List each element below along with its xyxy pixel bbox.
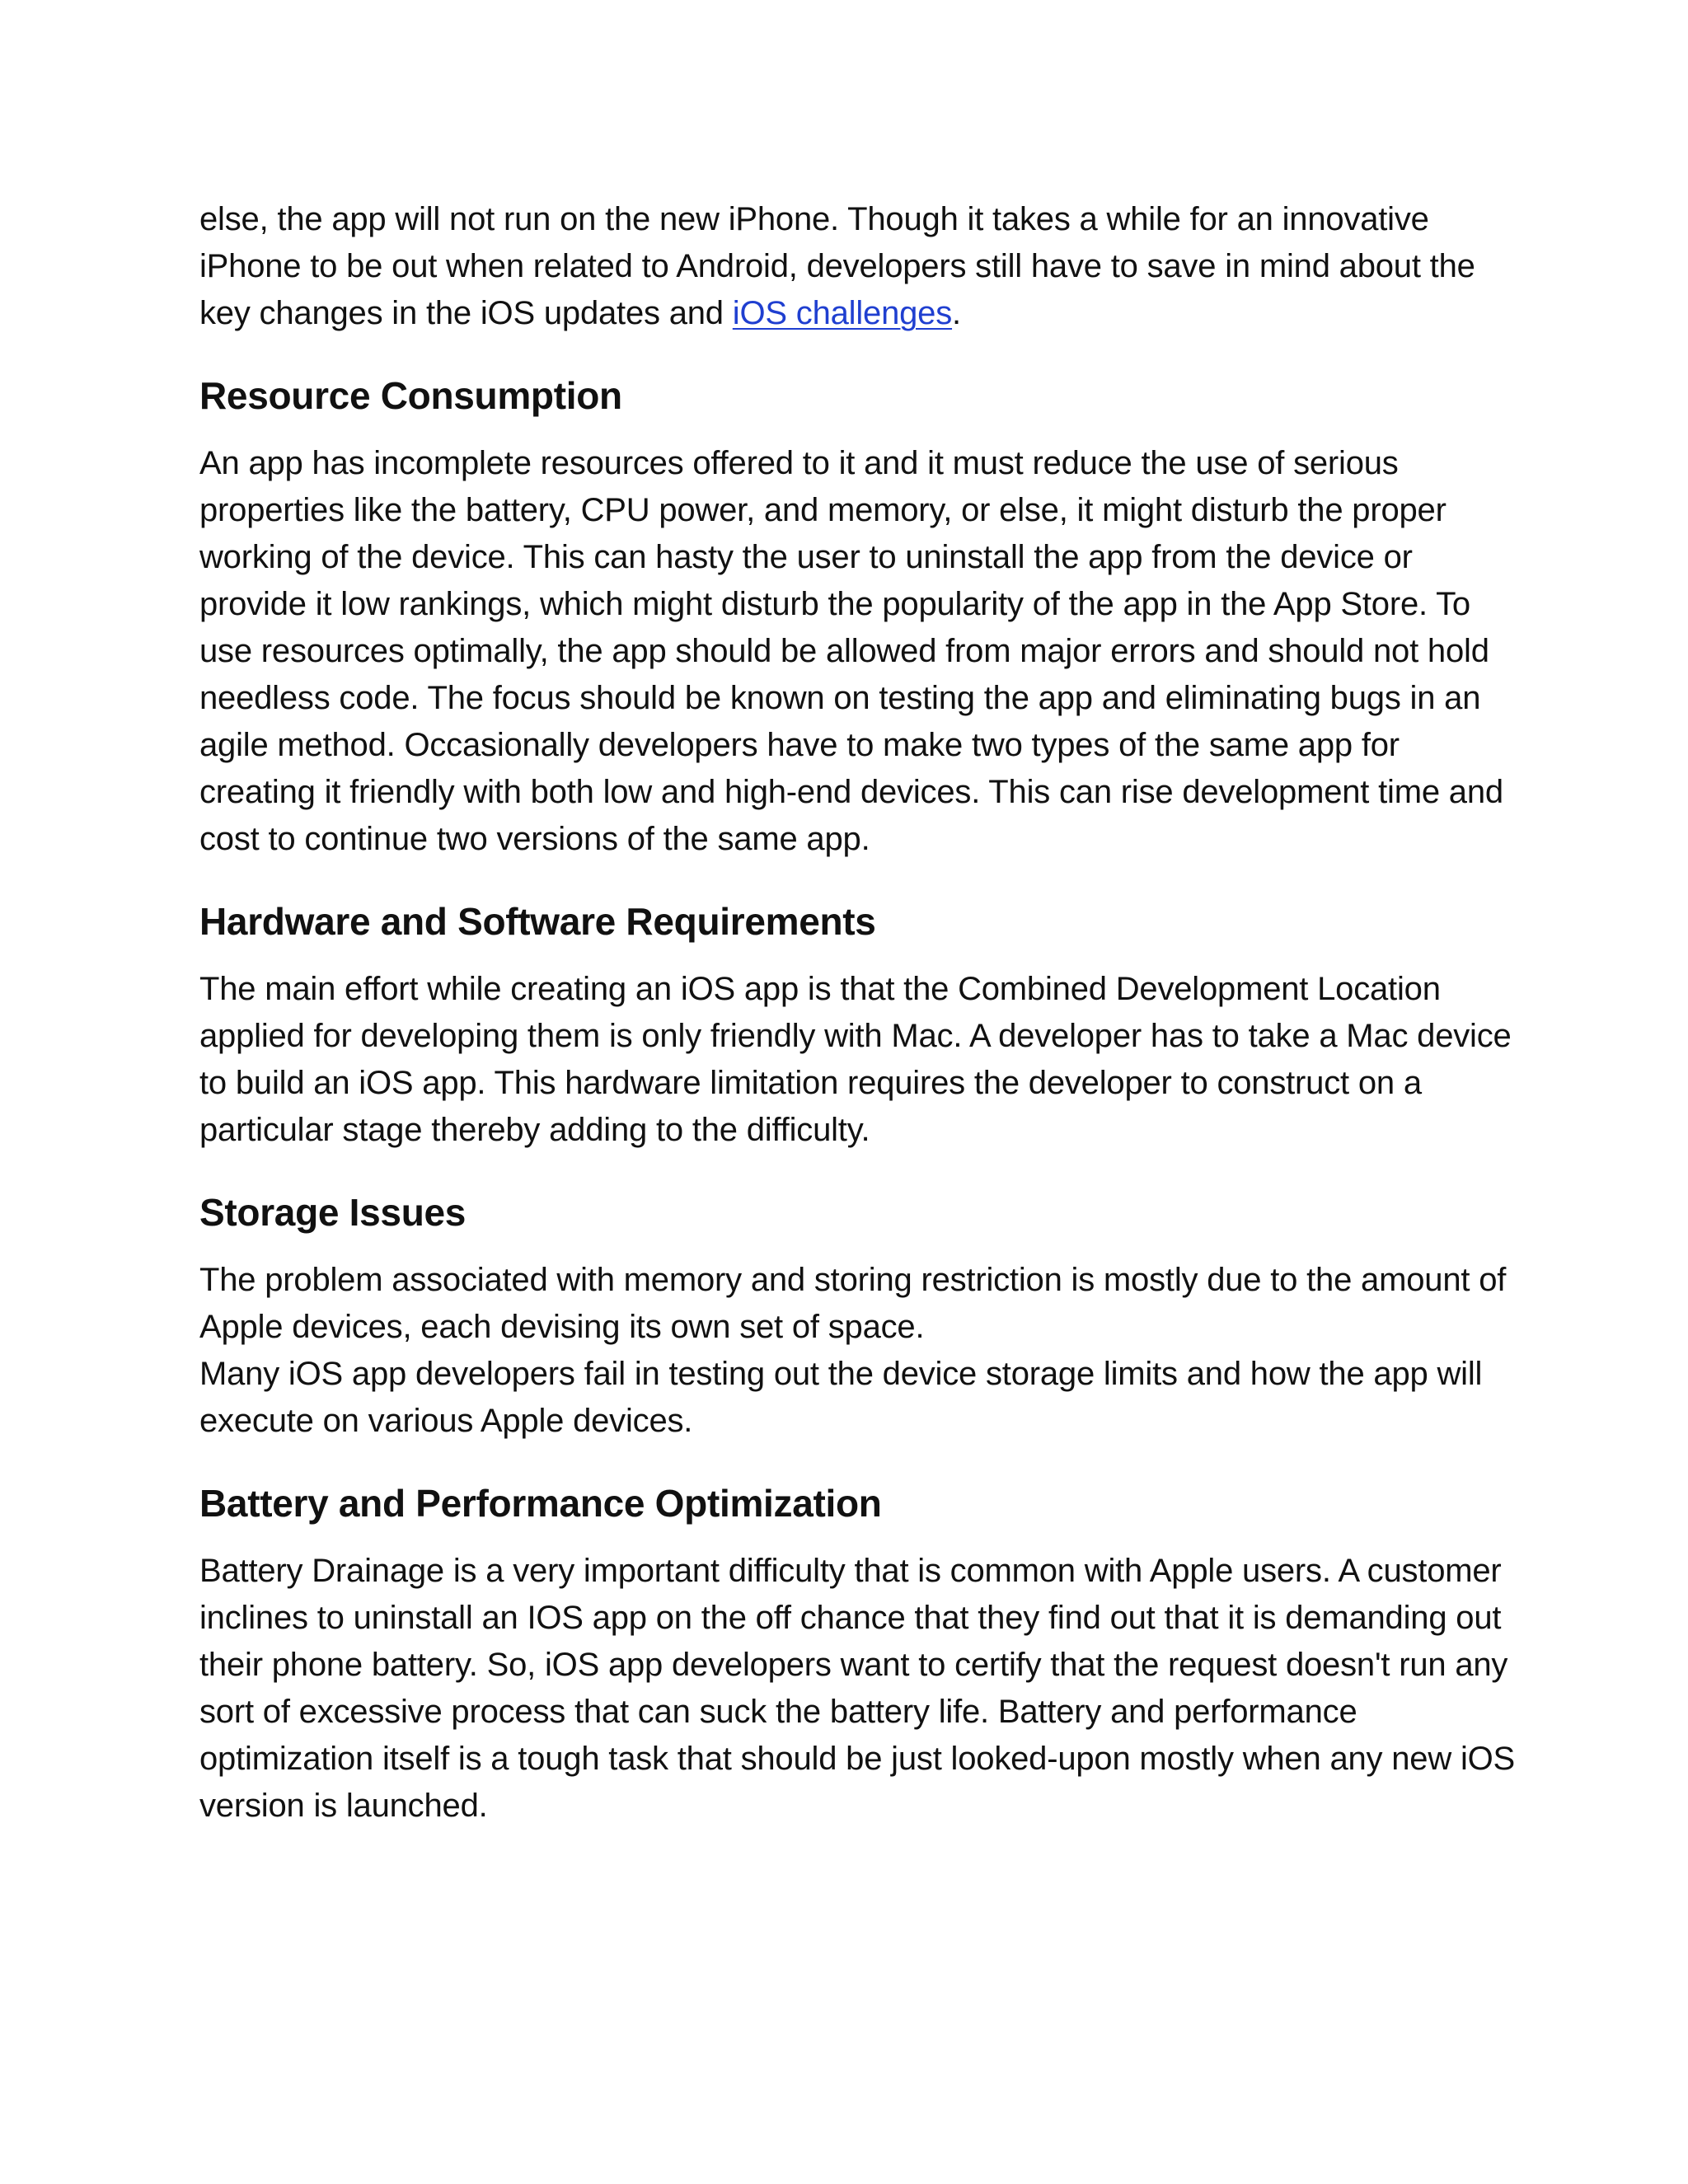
- battery-performance-paragraph: Battery Drainage is a very important difficulty that is common with Apple users. A customer inclines to uninstall an IOS app on the off chance that they find out that it is demanding out their phone battery. So, iOS app developers want to certify that the request doesn't run any sort of excessive process that can suck the battery life. Battery and performance optimization itself is a tough task that should be just looked-upon mostly when any new iOS version is launched.: [199, 1553, 1516, 1824]
- storage-issues-paragraph-1: The problem associated with memory and storing restriction is mostly due to the amount of Apple devices, each devising its own set of space.: [199, 1262, 1507, 1345]
- resource-consumption-paragraph: An app has incomplete resources offered to it and it must reduce the use of serious properties like the battery, CPU power, and memory, or else, it might disturb the proper working of the device. This can hasty the user to uninstall the app from the device or provide it low rankings, which might disturb the popularity of the app in the App Store. To use resources optimally, the app should be allowed from major errors and should not hold needless code. The focus should be known on testing the app and eliminating bugs in an agile method. Occasionally developers have to make two types of the same app for creating it friendly with both low and high-end devices. This can rise development time and cost to continue two versions of the same app.: [199, 445, 1503, 857]
- intro-period: .: [952, 295, 961, 331]
- storage-issues-paragraph-2: Many iOS app developers fail in testing out the device storage limits and how the app will execute on various Apple devices.: [199, 1356, 1483, 1439]
- section-heading-hardware-software: Hardware and Software Requirements: [199, 900, 876, 943]
- section-heading-resource-consumption: Resource Consumption: [199, 374, 622, 417]
- document-page: [199, 196, 1518, 1830]
- section-heading-storage-issues: Storage Issues: [199, 1191, 467, 1234]
- section-heading-battery-performance: Battery and Performance Optimization: [199, 1482, 882, 1525]
- intro-paragraph: [199, 196, 1518, 337]
- hardware-software-paragraph: The main effort while creating an iOS app is that the Combined Development Location applied for developing them is only friendly with Mac. A developer has to take a Mac device to build an iOS app. This hardware limitation requires the developer to construct on a particular stage thereby adding to the difficulty.: [199, 971, 1512, 1148]
- intro-text: else, the app will not run on the new iPhone. Though it takes a while for an innovative iPhone to be out when related to Android, developers still have to save in mind about the key changes in the iOS updates and: [199, 201, 1475, 331]
- ios-challenges-link[interactable]: iOS challenges: [732, 295, 953, 331]
